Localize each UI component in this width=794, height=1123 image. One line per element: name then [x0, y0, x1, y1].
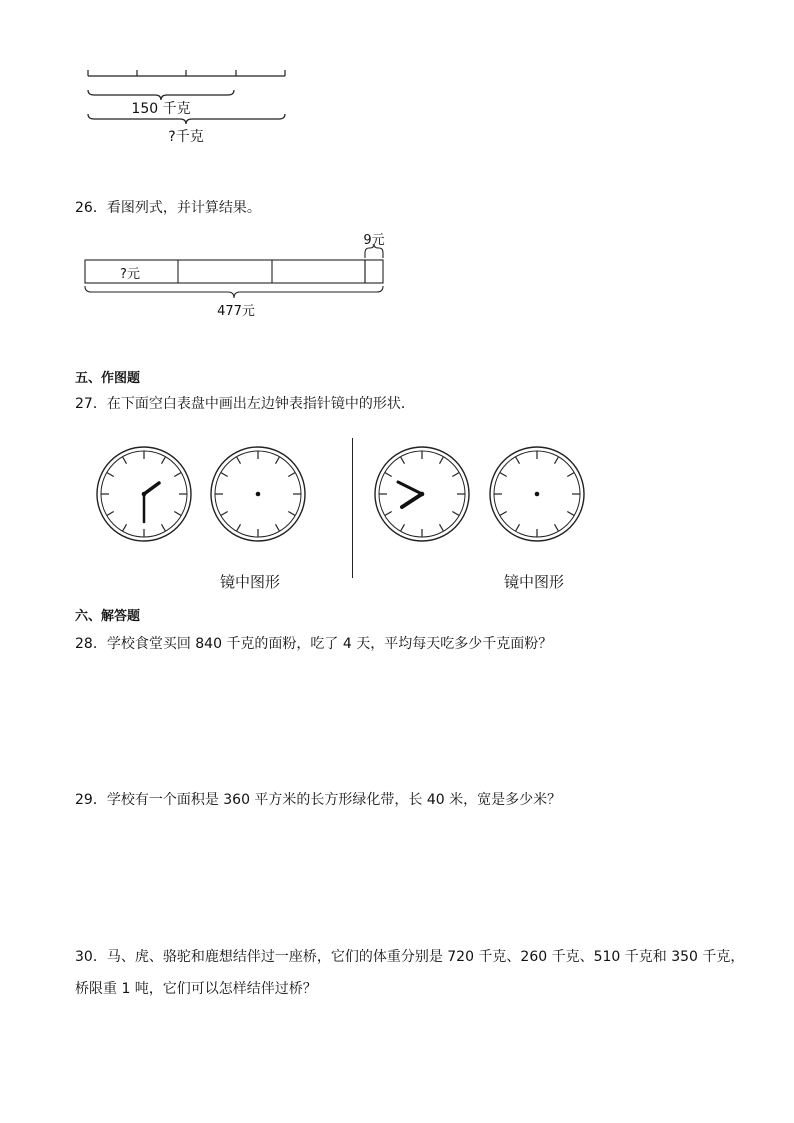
question-26: 26．看图列式，并计算结果。: [75, 200, 261, 216]
clock-tick: [107, 473, 114, 477]
q26-small-label: 9元: [363, 233, 385, 248]
clock-tick: [162, 457, 166, 464]
section-5-title: 五、作图题: [75, 371, 141, 386]
question-28: 28．学校食堂买回 840 千克的面粉，吃了 4 天，平均每天吃多少千克面粉？: [75, 636, 553, 652]
q26-first-cell-label: ?元: [120, 267, 140, 282]
clock-tick: [237, 457, 241, 464]
hour-hand: [144, 483, 159, 494]
clock-tick: [452, 473, 459, 477]
q25-part-label: 150 千克: [131, 101, 191, 117]
question-30-line-1: 30．马、虎、骆驼和鹿想结伴过一座桥，它们的体重分别是 720 千克、260 千克、510 千克和 350 千克，: [75, 949, 745, 965]
clock-4-blank: [487, 444, 587, 544]
clock-tick: [401, 457, 405, 464]
clock-tick: [162, 524, 166, 531]
clock-tick: [452, 512, 459, 516]
q25-total-label: ?千克: [168, 129, 204, 145]
clock-tick: [440, 457, 444, 464]
clock-tick: [555, 524, 559, 531]
clock-tick: [288, 473, 295, 477]
question-27: 27．在下面空白表盘中画出左边钟表指针镜中的形状．: [75, 396, 415, 412]
q26-total-label: 477元: [217, 304, 255, 319]
clock-center-dot: [256, 492, 261, 497]
clock-tick: [107, 512, 114, 516]
clock-tick: [123, 457, 127, 464]
clock-tick: [440, 524, 444, 531]
clock-1: [94, 444, 194, 544]
clock-3: [372, 444, 472, 544]
clock-tick: [123, 524, 127, 531]
clock-tick: [174, 473, 181, 477]
clock-face: [211, 447, 305, 541]
mirror-label-1: 镜中图形: [219, 573, 280, 591]
clock-tick: [500, 512, 507, 516]
hour-hand: [402, 494, 422, 507]
clock-tick: [174, 512, 181, 516]
clock-tick: [276, 457, 280, 464]
minute-hand: [398, 482, 422, 494]
clock-2-blank: [208, 444, 308, 544]
clock-tick: [567, 512, 574, 516]
clock-tick: [288, 512, 295, 516]
section-6-title: 六、解答题: [75, 609, 141, 624]
divider-line: [352, 438, 353, 578]
clock-tick: [401, 524, 405, 531]
question-30-line-2: 桥限重 1 吨，它们可以怎样结伴过桥？: [75, 981, 317, 997]
question-29: 29．学校有一个面积是 360 平方米的长方形绿化带，长 40 米，宽是多少米？: [75, 792, 562, 808]
clock-tick: [221, 473, 228, 477]
clock-tick: [221, 512, 228, 516]
clock-tick: [385, 473, 392, 477]
clock-face: [490, 447, 584, 541]
mirror-label-2: 镜中图形: [503, 573, 564, 591]
clock-tick: [555, 457, 559, 464]
clock-tick: [567, 473, 574, 477]
clock-center-dot: [535, 492, 540, 497]
clock-tick: [385, 512, 392, 516]
clock-tick: [500, 473, 507, 477]
brace-477: [85, 286, 383, 298]
clock-tick: [516, 524, 520, 531]
clock-tick: [237, 524, 241, 531]
clock-tick: [516, 457, 520, 464]
clock-tick: [276, 524, 280, 531]
